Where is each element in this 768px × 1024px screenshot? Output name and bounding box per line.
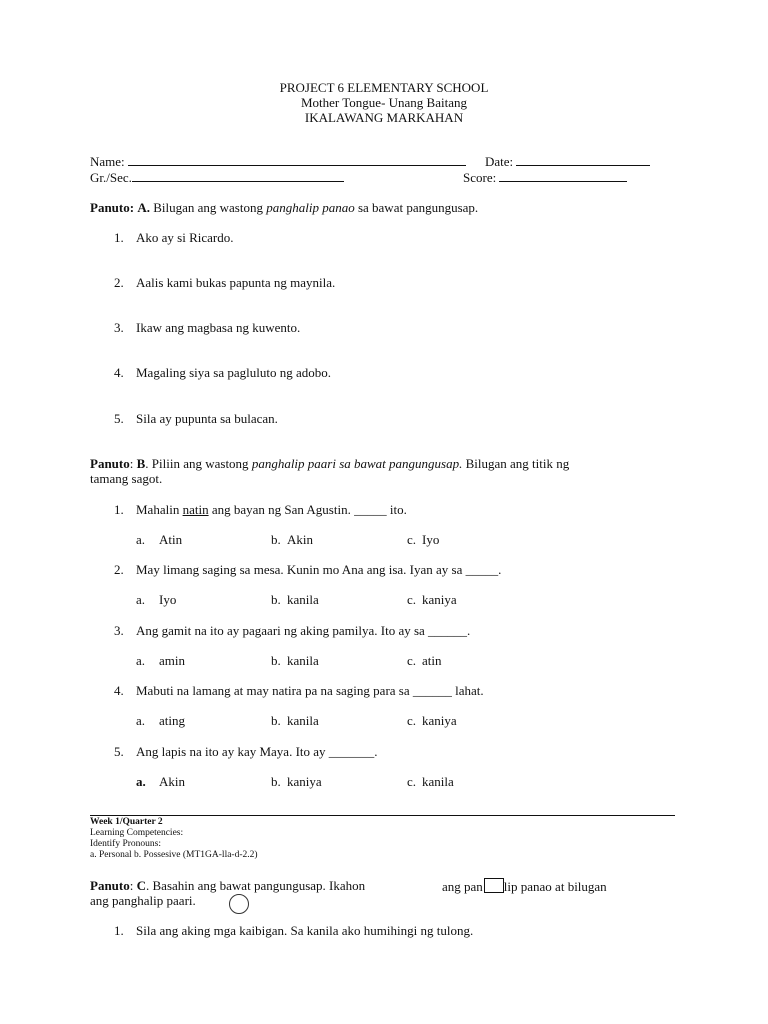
choice-letter[interactable]: b.: [271, 774, 281, 789]
date-row: [485, 154, 650, 170]
question-number: 3.: [114, 623, 124, 638]
score-blank[interactable]: [499, 170, 627, 182]
list-item-number: 5.: [114, 411, 124, 426]
choice-text: ating: [159, 713, 185, 728]
choice-text: kaniya: [422, 592, 457, 607]
question-number: 2.: [114, 562, 124, 577]
list-item: Sila ay pupunta sa bulacan.: [136, 411, 278, 426]
competency-code: a. Personal b. Possesive (MT1GA-lla-d-2.2): [90, 850, 258, 860]
choice-letter[interactable]: b.: [271, 592, 281, 607]
grsec-label: Gr./Sec.: [90, 170, 132, 185]
score-row: [463, 170, 627, 186]
panuto-label: Panuto: [90, 878, 130, 893]
choice-text: Akin: [287, 532, 313, 547]
instruction-emphasis: panghalip panao: [266, 200, 355, 215]
question-text: Mabuti na lamang at may natira pa na saging para sa ______ lahat.: [136, 683, 484, 698]
choice-text: atin: [422, 653, 442, 668]
question-text-part: ang bayan ng San Agustin. _____ ito.: [208, 502, 407, 517]
choice-text: kanila: [422, 774, 454, 789]
question-number: 1.: [114, 502, 124, 517]
date-blank[interactable]: [516, 154, 650, 166]
choice-text: kanila: [287, 592, 319, 607]
choice-letter[interactable]: b.: [271, 713, 281, 728]
score-label: Score:: [463, 170, 497, 185]
panuto-label: Panuto:: [90, 200, 135, 215]
question-text-part: Mahalin: [136, 502, 183, 517]
instruction-text: sa bawat pangungusap.: [357, 200, 479, 215]
choice-text: kaniya: [422, 713, 457, 728]
list-item: Aalis kami bukas papunta ng maynila.: [136, 275, 336, 290]
question-text: [136, 502, 407, 518]
choice-letter[interactable]: b.: [271, 653, 281, 668]
choice-text: kaniya: [287, 774, 322, 789]
list-item-number: 1.: [114, 923, 124, 938]
instruction-text: Bilugan ang titik ng: [462, 456, 570, 471]
part-c-instruction-cont: [442, 878, 607, 895]
list-item: Ako ay si Ricardo.: [136, 230, 234, 245]
grsec-blank[interactable]: [132, 170, 344, 182]
choice-letter[interactable]: a.: [136, 532, 146, 547]
list-item: Magaling siya sa pagluluto ng adobo.: [136, 365, 331, 380]
instruction-text: lip panao at bilugan: [503, 879, 607, 894]
list-item-number: 3.: [114, 320, 124, 335]
underlined-word: natin: [182, 502, 209, 517]
school-name: PROJECT 6 ELEMENTARY SCHOOL: [279, 80, 489, 95]
choice-letter[interactable]: a.: [136, 774, 146, 789]
choice-text: amin: [159, 653, 185, 668]
choice-letter[interactable]: c.: [407, 653, 417, 668]
choice-text: Iyo: [422, 532, 440, 547]
box-icon: [484, 878, 504, 893]
part-b-instruction-line2: tamang sagot.: [90, 471, 163, 486]
date-label: Date:: [485, 154, 514, 169]
part-c-letter: C: [136, 878, 146, 893]
name-label: Name:: [90, 154, 125, 169]
list-item: Sila ang aking mga kaibigan. Sa kanila ako humihingi ng tulong.: [136, 923, 474, 938]
list-item-number: 1.: [114, 230, 124, 245]
week-label: Week 1/Quarter 2: [90, 817, 163, 827]
subject-title: Mother Tongue- Unang Baitang: [300, 95, 467, 110]
choice-text: kanila: [287, 713, 319, 728]
instruction-text: ang pan: [442, 879, 483, 894]
choice-letter[interactable]: b.: [271, 532, 281, 547]
grsec-row: [90, 170, 344, 186]
question-text: Ang gamit na ito ay pagaari ng aking pamilya. Ito ay sa ______.: [136, 623, 471, 638]
choice-letter[interactable]: c.: [407, 532, 417, 547]
choice-letter[interactable]: a.: [136, 653, 146, 668]
choice-letter[interactable]: a.: [136, 713, 146, 728]
question-text: Ang lapis na ito ay kay Maya. Ito ay _______.: [136, 744, 378, 759]
instruction-text: . Piliin ang wastong: [145, 456, 249, 471]
part-c-instruction-line2: ang panghalip paari.: [90, 893, 196, 908]
name-row: [90, 154, 466, 170]
instruction-emphasis: panghalip paari sa bawat pangungusap.: [251, 456, 463, 471]
part-c-instruction: [90, 878, 365, 894]
choice-text: Iyo: [159, 592, 177, 607]
competencies-label: Learning Competencies:: [90, 828, 184, 838]
identify-label: Identify Pronouns:: [90, 839, 161, 849]
part-b-letter: B: [136, 456, 146, 471]
instruction-text: . Basahin ang bawat pangungusap. Ikahon: [146, 878, 366, 893]
choice-letter[interactable]: c.: [407, 592, 417, 607]
circle-icon: [229, 894, 249, 914]
quarter-title: IKALAWANG MARKAHAN: [304, 110, 464, 125]
colon: :: [129, 456, 134, 471]
section-divider: [90, 815, 675, 816]
choice-text: Akin: [159, 774, 185, 789]
panuto-label: Panuto: [90, 456, 130, 471]
choice-text: kanila: [287, 653, 319, 668]
question-number: 4.: [114, 683, 124, 698]
choice-text: Atin: [159, 532, 183, 547]
colon: :: [129, 878, 134, 893]
name-blank[interactable]: [128, 154, 466, 166]
question-text: May limang saging sa mesa. Kunin mo Ana ang isa. Iyan ay sa _____.: [136, 562, 502, 577]
part-b-instruction: [90, 456, 569, 472]
choice-letter[interactable]: c.: [407, 774, 417, 789]
list-item-number: 4.: [114, 365, 124, 380]
part-a-letter: A.: [137, 200, 150, 215]
part-a-instruction: [90, 200, 478, 216]
choice-letter[interactable]: a.: [136, 592, 146, 607]
list-item-number: 2.: [114, 275, 124, 290]
choice-letter[interactable]: c.: [407, 713, 417, 728]
list-item: Ikaw ang magbasa ng kuwento.: [136, 320, 301, 335]
question-number: 5.: [114, 744, 124, 759]
instruction-text: Bilugan ang wastong: [153, 200, 263, 215]
